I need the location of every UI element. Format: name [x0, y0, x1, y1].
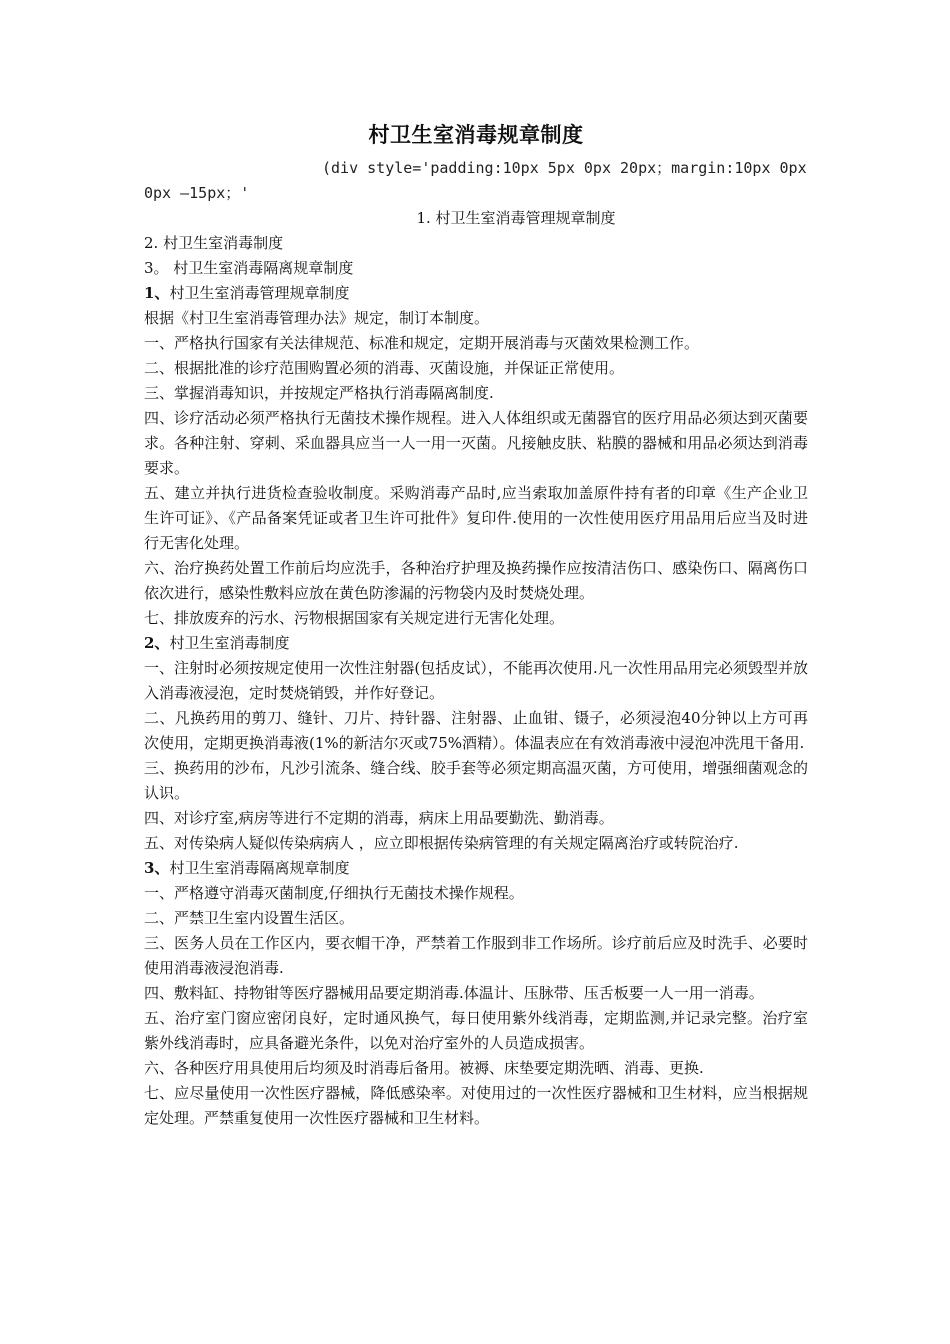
list-item: 四、诊疗活动必须严格执行无菌技术操作规程。进入人体组织或无菌器官的医疗用品必须达到灭菌要求。各种注射、穿刺、采血器具应当一人一用一灭菌。凡接触皮肤、粘膜的器械和用品必须达到消毒要求。: [144, 409, 808, 477]
list-item: 四、对诊疗室,病房等进行不定期的消毒，病床上用品要勤洗、勤消毒。: [144, 809, 614, 827]
list-item: 三、医务人员在工作区内，要衣帽干净，严禁着工作服到非工作场所。诊疗前后应及时洗手、必要时使用消毒液浸泡消毒.: [144, 934, 808, 977]
list-item: 五、建立并执行进货检查验收制度。采购消毒产品时,应当索取加盖原件持有者的印章《生产企业卫生许可证》、《产品备案凭证或者卫生许可批件》复印件.使用的一次性使用医疗用品用后应当及时进行无害化处理。: [144, 484, 808, 552]
section-number: 2、: [144, 634, 170, 652]
list-item: 一、严格遵守消毒灭菌制度,仔细执行无菌技术操作规程。: [144, 884, 524, 902]
list-item: 七、应尽量使用一次性医疗器械，降低感染率。对使用过的一次性医疗器械和卫生材料，应当根据规定处理。严禁重复使用一次性医疗器械和卫生材料。: [144, 1084, 808, 1127]
section-1: [144, 281, 808, 631]
section-title: 村卫生室消毒制度: [169, 634, 290, 652]
toc-item-2: 2. 村卫生室消毒制度: [144, 234, 284, 252]
list-item: 七、排放废弃的污水、污物根据国家有关规定进行无害化处理。: [144, 609, 565, 627]
section-heading: [144, 631, 808, 656]
code-fragment-line-1: (div style='padding:10px 5px 0px 20px；margin:10px 0px: [322, 159, 807, 177]
list-item: 三、换药用的沙布，凡沙引流条、缝合线、胶手套等必须定期高温灭菌，方可使用，增强细菌观念的认识。: [144, 759, 808, 802]
section-heading: [144, 856, 808, 881]
list-item: 二、凡换药用的剪刀、缝针、刀片、持针器、注射器、止血钳、镊子，必须浸泡40分钟以上方可再次使用，定期更换消毒液(1%的新洁尔灭或75%酒精）。体温表应在有效消毒液中浸泡冲洗甩干备用.: [144, 709, 808, 752]
list-item: 四、敷料缸、持物钳等医疗器械用品要定期消毒.体温计、压脉带、压舌板要一人一用一消毒。: [144, 984, 764, 1002]
section-2: [144, 631, 808, 856]
toc-item-3: 3。 村卫生室消毒隔离规章制度: [144, 259, 354, 277]
list-item: 五、对传染病人疑似传染病病人 ，应立即根据传染病管理的有关规定隔离治疗或转院治疗.: [144, 834, 739, 852]
document-title: 村卫生室消毒规章制度: [368, 122, 584, 147]
section-title: 村卫生室消毒隔离规章制度: [169, 859, 350, 877]
section-number: 3、: [144, 859, 170, 877]
section-heading: [144, 281, 808, 306]
list-item: 一、严格执行国家有关法律规范、标准和规定，定期开展消毒与灭菌效果检测工作。: [144, 334, 700, 352]
section-intro: 根据《村卫生室消毒管理办法》规定，制订本制度。: [144, 309, 490, 327]
list-item: 二、严禁卫生室内设置生活区。: [144, 909, 355, 927]
list-item: 二、根据批准的诊疗范围购置必须的消毒、灭菌设施，并保证正常使用。: [144, 359, 625, 377]
toc-item-1: 1. 村卫生室消毒管理规章制度: [416, 209, 616, 227]
section-title: 村卫生室消毒管理规章制度: [169, 284, 350, 302]
code-fragment-line-2: 0px —15px；': [144, 184, 250, 202]
section-number: 1、: [144, 284, 170, 302]
list-item: 三、掌握消毒知识，并按规定严格执行消毒隔离制度.: [144, 384, 494, 402]
list-item: 一、注射时必须按规定使用一次性注射器(包括皮试），不能再次使用.凡一次性用品用完必须毁型并放入消毒液浸泡，定时焚烧销毁，并作好登记。: [144, 659, 808, 702]
section-3: [144, 856, 808, 1131]
list-item: 六、各种医疗用具使用后均须及时消毒后备用。被褥、床垫要定期洗晒、消毒、更换.: [144, 1059, 704, 1077]
list-item: 六、治疗换药处置工作前后均应洗手，各种治疗护理及换药操作应按清洁伤口、感染伤口、隔离伤口依次进行，感染性敷料应放在黄色防渗漏的污物袋内及时焚烧处理。: [144, 559, 808, 602]
document-page: [144, 118, 808, 1131]
list-item: 五、治疗室门窗应密闭良好，定时通风换气，每日使用紫外线消毒，定期监测,并记录完整。治疗室紫外线消毒时，应具备避光条件，以免对治疗室外的人员造成损害。: [144, 1009, 808, 1052]
